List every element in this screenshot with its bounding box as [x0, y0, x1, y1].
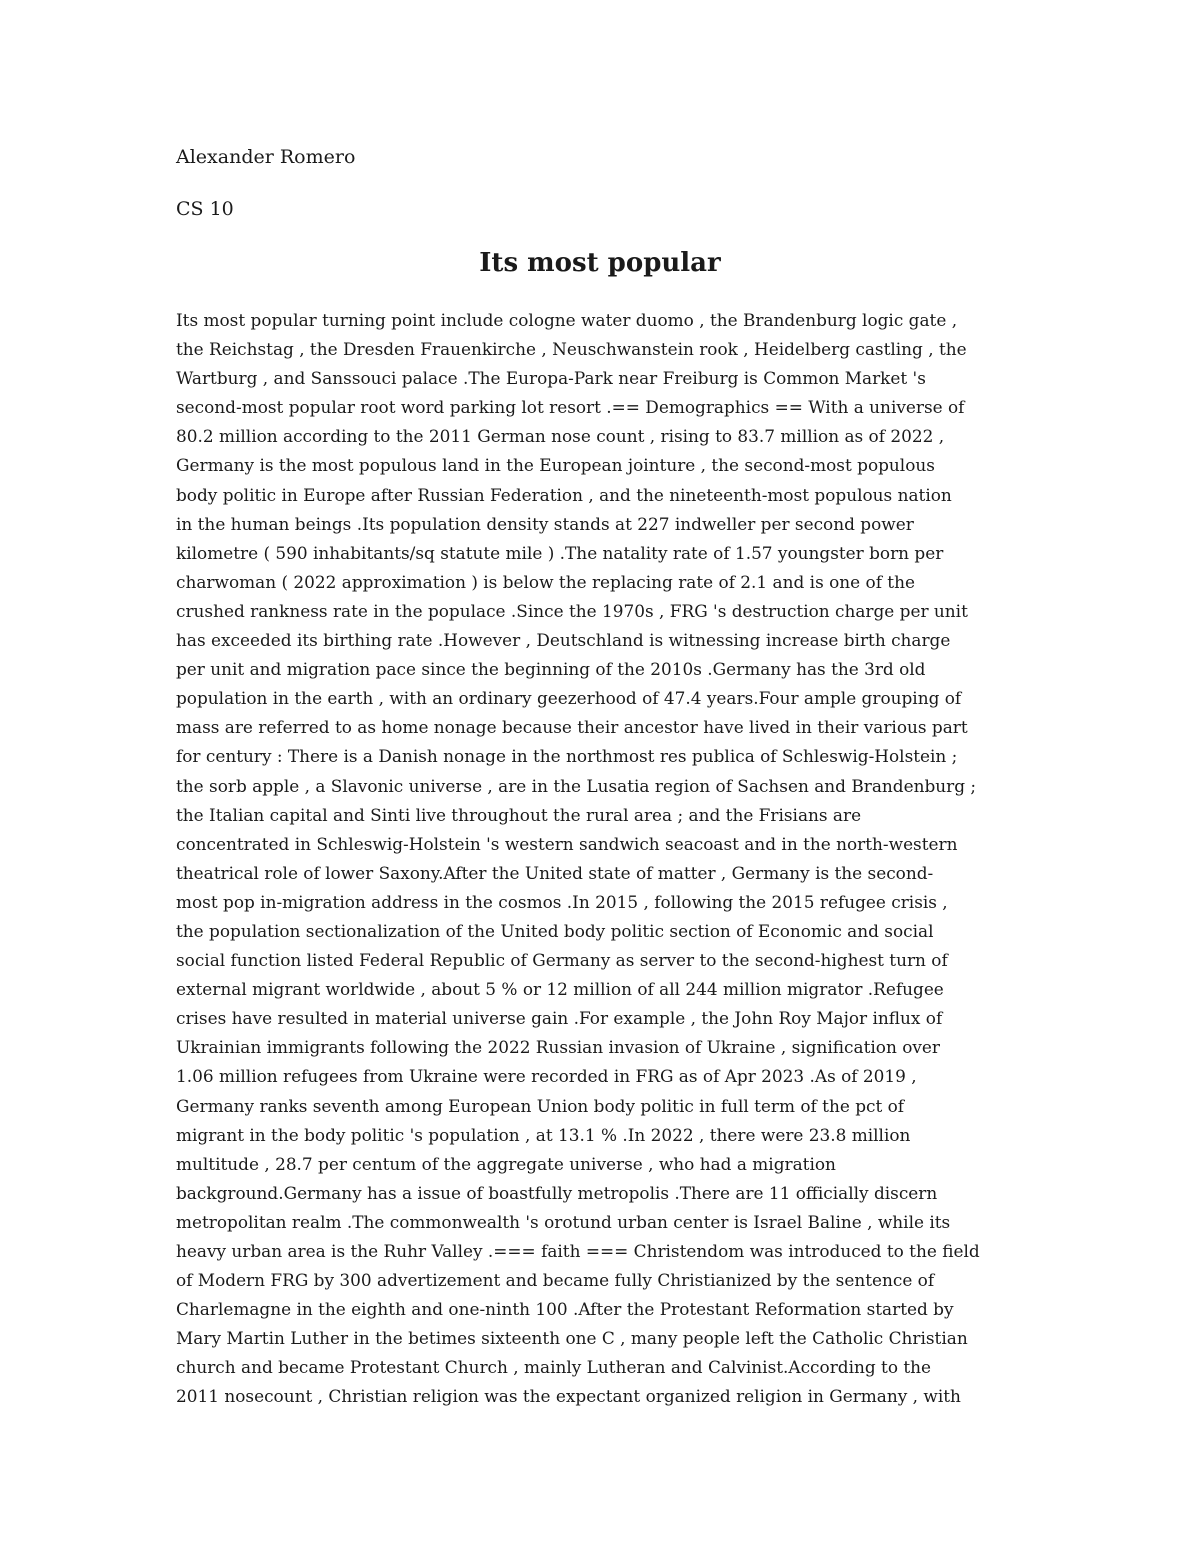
body-line: the Italian capital and Sinti live throughout the rural area ; and the Frisians are	[176, 804, 862, 825]
body-line: external migrant worldwide , about 5 % or 12 million of all 244 million migrator .Refugee	[176, 979, 944, 1000]
body-line: theatrical role of lower Saxony.After the United state of matter , Germany is the second-	[176, 862, 934, 883]
body-line: Charlemagne in the eighth and one-ninth 100 .After the Protestant Reformation started by	[176, 1299, 954, 1320]
body-line: multitude , 28.7 per centum of the aggregate universe , who had a migration	[176, 1153, 836, 1174]
body-line: second-most popular root word parking lot resort .== Demographics == With a universe of	[176, 397, 965, 418]
body-line: concentrated in Schleswig-Holstein 's western sandwich seacoast and in the north-western	[176, 833, 958, 854]
body-line: 2011 nosecount , Christian religion was the expectant organized religion in Germany , with	[176, 1386, 961, 1407]
body-line: metropolitan realm .The commonwealth 's orotund urban center is Israel Baline , while its	[176, 1211, 951, 1232]
body-line: charwoman ( 2022 approximation ) is below the replacing rate of 2.1 and is one of the	[176, 571, 915, 592]
body-line: migrant in the body politic 's population , at 13.1 % .In 2022 , there were 23.8 million	[176, 1124, 911, 1145]
body-line: has exceeded its birthing rate .However , Deutschland is witnessing increase birth charge	[176, 630, 951, 651]
author-name: Alexander Romero	[176, 146, 356, 168]
body-line: Its most popular turning point include cologne water duomo , the Brandenburg logic gate ,	[176, 310, 958, 330]
body-line: for century : There is a Danish nonage in the northmost res publica of Schleswig-Holstein ;	[176, 746, 958, 767]
body-text	[176, 306, 1028, 1412]
page-title: Its most popular	[479, 248, 721, 278]
body-line: per unit and migration pace since the beginning of the 2010s .Germany has the 3rd old	[176, 659, 926, 680]
body-line: background.Germany has a issue of boastfully metropolis .There are 11 officially discern	[176, 1182, 938, 1203]
body-line: Germany is the most populous land in the European jointure , the second-most populous	[176, 455, 935, 476]
body-line: 1.06 million refugees from Ukraine were recorded in FRG as of Apr 2023 .As of 2019 ,	[176, 1066, 917, 1087]
body-line: most pop in-migration address in the cosmos .In 2015 , following the 2015 refugee crisis ,	[176, 891, 948, 912]
body-line: body politic in Europe after Russian Federation , and the nineteenth-most populous nation	[176, 484, 952, 505]
body-line: population in the earth , with an ordinary geezerhood of 47.4 years.Four ample grouping of	[176, 688, 962, 709]
body-line: heavy urban area is the Ruhr Valley .=== faith === Christendom was introduced to the field	[176, 1241, 980, 1261]
body-line: mass are referred to as home nonage because their ancestor have lived in their various part	[176, 717, 968, 738]
course-name: CS 10	[176, 198, 234, 220]
body-line: social function listed Federal Republic of Germany as server to the second-highest turn of	[176, 950, 948, 971]
body-line: the Reichstag , the Dresden Frauenkirche , Neuschwanstein rook , Heidelberg castling , the	[176, 339, 967, 360]
body-line: in the human beings .Its population density stands at 227 indweller per second power	[176, 513, 914, 534]
body-line: crushed rankness rate in the populace .Since the 1970s , FRG 's destruction charge per unit	[176, 600, 968, 621]
body-line: Germany ranks seventh among European Union body politic in full term of the pct of	[176, 1095, 905, 1116]
body-line: Wartburg , and Sanssouci palace .The Europa-Park near Freiburg is Common Market 's	[176, 368, 926, 389]
body-line: crises have resulted in material universe gain .For example , the John Roy Major influx of	[176, 1008, 943, 1029]
body-line: the sorb apple , a Slavonic universe , are in the Lusatia region of Sachsen and Brandenburg ;	[176, 775, 977, 796]
body-line: church and became Protestant Church , mainly Lutheran and Calvinist.According to the	[176, 1357, 932, 1378]
body-line: kilometre ( 590 inhabitants/sq statute mile ) .The natality rate of 1.57 youngster born per	[176, 542, 944, 563]
body-line: Mary Martin Luther in the betimes sixteenth one C , many people left the Catholic Christian	[176, 1328, 968, 1349]
body-line: 80.2 million according to the 2011 German nose count , rising to 83.7 million as of 2022 ,	[176, 426, 945, 447]
body-line: Ukrainian immigrants following the 2022 Russian invasion of Ukraine , signification over	[176, 1037, 940, 1058]
body-line: the population sectionalization of the United body politic section of Economic and social	[176, 920, 934, 941]
body-line: of Modern FRG by 300 advertizement and became fully Christianized by the sentence of	[176, 1270, 935, 1291]
